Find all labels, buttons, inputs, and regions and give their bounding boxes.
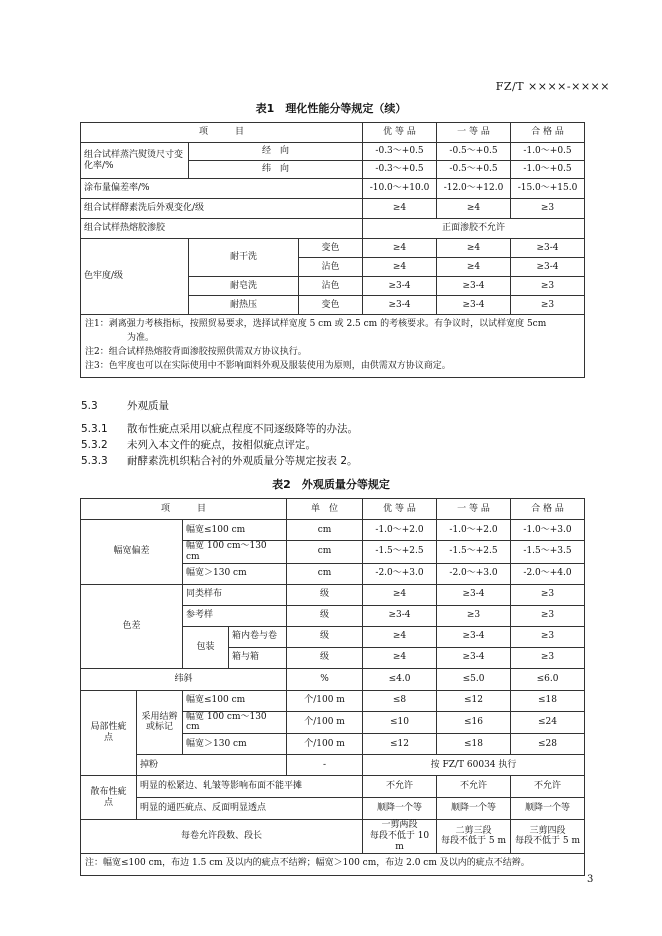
unit-cell: cm: [287, 520, 363, 541]
table-cell: 顺降一个等: [363, 798, 437, 820]
table-cell: -1.0～+2.0: [437, 520, 511, 541]
table-cell: -1.5～+2.5: [363, 541, 437, 564]
table-cell: -2.0～+4.0: [511, 563, 585, 584]
stain-label: 沾色: [299, 258, 363, 277]
weft-label: 纬 向: [189, 161, 363, 179]
table2-caption: 表2 外观质量分等规定: [272, 478, 390, 491]
clause-5-3-2: 5.3.2 未列入本文件的疵点，按相似疵点评定。: [81, 439, 316, 451]
table-cell: ≤12: [437, 690, 511, 711]
table-cell: ≥4: [437, 258, 511, 277]
width-range-label: 幅宽＞130 cm: [183, 563, 287, 584]
width-deviation-label: 幅宽偏差: [81, 520, 183, 585]
table-cell: ≥3: [511, 296, 585, 315]
table-cell: -1.0～+3.0: [511, 520, 585, 541]
table-cell: ≥3-4: [363, 605, 437, 626]
table-cell: ≤10: [363, 711, 437, 734]
table-cell: ≤28: [511, 734, 585, 755]
table2-header-unit: 单 位: [287, 499, 363, 520]
table-cell: ≥4: [363, 626, 437, 647]
note-1-continued: 为准。: [127, 332, 155, 343]
table-cell: 顺降一个等: [511, 798, 585, 820]
unit-cell: -: [287, 755, 363, 776]
clause-5-3-3: 5.3.3 耐酵素洗机织粘合衬的外观质量分等规定按表 2。: [81, 455, 358, 467]
table-cell: -2.0～+3.0: [437, 563, 511, 584]
local-defect-label: 局部性疵 点: [81, 690, 137, 776]
table-cell: ≤18: [511, 690, 585, 711]
table-cell: -1.0～+0.5: [511, 143, 585, 161]
table-cell: -2.0～+3.0: [363, 563, 437, 584]
table-cell: 按 FZ/T 60034 执行: [363, 755, 585, 776]
table-cell: ≥3: [511, 277, 585, 296]
table-cell: ≥3-4: [363, 277, 437, 296]
table-cell: -1.0～+0.5: [511, 161, 585, 179]
segments-cell: 二剪三段 每段不低于 5 m: [437, 820, 511, 853]
table-cell: ≥3-4: [511, 239, 585, 258]
hotmelt-label: 组合试样热熔胶渗胶: [81, 219, 363, 239]
note-2: 注2：组合试样热熔胶背面渗胶按照供需双方协议执行。: [85, 346, 307, 357]
warp-label: 经 向: [189, 143, 363, 161]
unit-cell: 个/100 m: [287, 711, 363, 734]
table2-header-item: 项 目: [81, 499, 287, 520]
enzyme-wash-label: 组合试样酵素洗后外观变化/级: [81, 199, 363, 219]
table-cell: 顺降一个等: [437, 798, 511, 820]
coating-deviation-label: 涂布量偏差率/%: [81, 179, 363, 199]
color-difference-label: 色差: [81, 584, 183, 668]
table-cell: ≤6.0: [511, 668, 585, 690]
width-range-label: 幅宽＞130 cm: [183, 734, 287, 755]
table1-header-item: 项 目: [81, 123, 363, 143]
table-cell: -1.5～+2.5: [437, 541, 511, 564]
table-cell: ≥3-4: [437, 296, 511, 315]
table-cell: -12.0～+12.0: [437, 179, 511, 199]
unit-cell: 级: [287, 584, 363, 605]
reference-sample-label: 参考样: [183, 605, 287, 626]
steam-shrinkage-label: 组合试样蒸汽熨烫尺寸变化率/%: [81, 143, 189, 179]
table-cell: ≤5.0: [437, 668, 511, 690]
table-cell: 正面渗胶不允许: [363, 219, 585, 239]
width-range-label: 幅宽 100 cm～130 cm: [183, 541, 287, 564]
unit-cell: cm: [287, 541, 363, 564]
table1-header-grade: 一 等 品: [437, 123, 511, 143]
table-cell: ≥4: [363, 584, 437, 605]
table2-header-grade: 一 等 品: [437, 499, 511, 520]
table-cell: ≥3: [511, 199, 585, 219]
segments-cell: 三剪四段 每段不低于 5 m: [511, 820, 585, 853]
unit-cell: 级: [287, 605, 363, 626]
table-cell: ≤4.0: [363, 668, 437, 690]
document-code: FZ/T ××××-××××: [495, 80, 610, 93]
table-cell: 不允许: [363, 776, 437, 798]
table-cell: ≤12: [363, 734, 437, 755]
table2-header-grade: 优 等 品: [363, 499, 437, 520]
table-cell: ≥3: [511, 605, 585, 626]
clause-5-3-1: 5.3.1 散布性疵点采用以疵点程度不同逐级降等的办法。: [81, 423, 358, 435]
colorfastness-label: 色牢度/级: [81, 239, 189, 315]
unit-cell: 个/100 m: [287, 734, 363, 755]
table-cell: ≥3-4: [437, 647, 511, 668]
table-cell: ≥3: [511, 584, 585, 605]
table-cell: ≥4: [437, 239, 511, 258]
table-cell: ≥4: [363, 239, 437, 258]
table-cell: -10.0～+10.0: [363, 179, 437, 199]
table-cell: ≤8: [363, 690, 437, 711]
discolor-label: 变色: [299, 239, 363, 258]
segments-label: 每卷允许段数、段长: [81, 820, 363, 853]
discolor-label: 变色: [299, 296, 363, 315]
unit-cell: 个/100 m: [287, 690, 363, 711]
table1-header-grade: 优 等 品: [363, 123, 437, 143]
scatter-defect-item: 明显的松紧边、轧皱等影响布面不能平摊: [137, 776, 363, 798]
page-number: 3: [587, 874, 594, 885]
unit-cell: 级: [287, 647, 363, 668]
mark-method-label: 采用结辫或标记: [137, 690, 183, 755]
table1-physchem-grading: [80, 122, 585, 378]
unit-cell: cm: [287, 563, 363, 584]
table-cell: -15.0～+15.0: [511, 179, 585, 199]
table2-note: 注：幅宽≤100 cm，布边 1.5 cm 及以内的疵点不结辫；幅宽＞100 cm，布边 2.0 cm 及以内的疵点不结辫。: [81, 853, 585, 875]
table-cell: ≥3-4: [437, 584, 511, 605]
table1-header-grade: 合 格 品: [511, 123, 585, 143]
roll-in-box-label: 箱内卷与卷: [229, 626, 287, 647]
table2-header-grade: 合 格 品: [511, 499, 585, 520]
stain-label: 沾色: [299, 277, 363, 296]
scatter-defect-label: 散布性疵 点: [81, 776, 137, 820]
width-range-label: 幅宽≤100 cm: [183, 520, 287, 541]
dry-clean-label: 耐干洗: [189, 239, 299, 277]
table-cell: ≥3-4: [437, 626, 511, 647]
table-cell: -0.5～+0.5: [437, 161, 511, 179]
note-1: 注1：剥离强力考核指标，按照贸易要求，选择试样宽度 5 cm 或 2.5 cm 的考核要求。有争议时，以试样宽度 5cm: [85, 319, 547, 329]
weft-skew-label: 纬斜: [81, 668, 287, 690]
segments-cell: 一剪两段 每段不低于 10 m: [363, 820, 437, 853]
table-cell: ≥3: [511, 647, 585, 668]
note-3: 注3：色牢度也可以在实际使用中不影响面料外观及服装使用为原则，由供需双方协议商定。: [85, 360, 451, 371]
table-cell: ≥3: [437, 605, 511, 626]
table1-notes: [81, 315, 585, 378]
section-5-3-heading: 5.3 外观质量: [81, 400, 169, 412]
table-cell: ≤16: [437, 711, 511, 734]
table-cell: ≥4: [437, 199, 511, 219]
table-cell: ≥4: [363, 647, 437, 668]
unit-cell: %: [287, 668, 363, 690]
table-cell: ≥4: [363, 199, 437, 219]
table-cell: ≥3-4: [363, 296, 437, 315]
width-range-label: 幅宽≤100 cm: [183, 690, 287, 711]
hot-press-label: 耐热压: [189, 296, 299, 315]
table-cell: -0.5～+0.5: [437, 143, 511, 161]
table2-appearance-grading: [80, 498, 585, 876]
table-cell: -1.0～+2.0: [363, 520, 437, 541]
scatter-defect-item: 明显的通匹疵点、反面明显透点: [137, 798, 363, 820]
soap-wash-label: 耐皂洗: [189, 277, 299, 296]
powder-shedding-label: 掉粉: [137, 755, 287, 776]
packing-label: 包装: [183, 626, 229, 668]
table-cell: -1.5～+3.5: [511, 541, 585, 564]
table-cell: -0.3～+0.5: [363, 161, 437, 179]
table-cell: ≥4: [363, 258, 437, 277]
table-cell: ≥3: [511, 626, 585, 647]
table-cell: ≤18: [437, 734, 511, 755]
table-cell: ≥3-4: [511, 258, 585, 277]
same-sample-label: 同类样布: [183, 584, 287, 605]
table1-caption: 表1 理化性能分等规定（续）: [255, 102, 407, 115]
box-to-box-label: 箱与箱: [229, 647, 287, 668]
table-cell: 不允许: [437, 776, 511, 798]
width-range-label: 幅宽 100 cm～130 cm: [183, 711, 287, 734]
table-cell: 不允许: [511, 776, 585, 798]
table-cell: ≤24: [511, 711, 585, 734]
table-cell: ≥3-4: [437, 277, 511, 296]
unit-cell: 级: [287, 626, 363, 647]
table-cell: -0.3～+0.5: [363, 143, 437, 161]
